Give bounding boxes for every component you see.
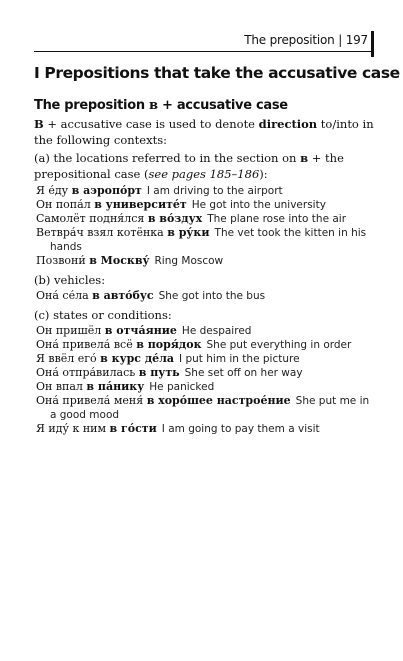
part-a-text-1: (a) the locations referred to in the section on xyxy=(34,151,301,165)
part-a-ref: see pages 185–186 xyxy=(148,167,260,181)
example-item xyxy=(36,366,374,380)
example-russian-bold: в поря́док xyxy=(136,338,202,351)
examples-a xyxy=(34,184,374,268)
section-title: I Prepositions that take the accusative case xyxy=(34,64,400,82)
example-item xyxy=(36,289,374,303)
example-english: She put everything in order xyxy=(206,339,352,351)
example-russian: Я ввёл его́ xyxy=(36,352,101,365)
example-russian-bold: в ру́ки xyxy=(167,226,210,239)
part-a-text-2: + the prepositional case ( xyxy=(34,151,344,181)
running-title: The preposition xyxy=(244,33,335,47)
example-russian-bold: в аэропо́рт xyxy=(71,184,142,197)
example-english: The plane rose into the air xyxy=(207,213,347,225)
example-item xyxy=(36,226,374,254)
example-russian: Она́ привела́ всё xyxy=(36,338,137,351)
part-a-text-3: ): xyxy=(259,167,268,181)
intro-text-2: to/into in the following contexts: xyxy=(34,117,374,147)
example-russian-bold: в курс де́ла xyxy=(100,352,175,365)
example-russian: Он впал xyxy=(36,380,87,393)
page-content xyxy=(34,64,400,440)
example-russian: Я е́ду xyxy=(36,184,72,197)
example-item xyxy=(36,422,374,436)
example-english: He despaired xyxy=(181,325,252,337)
example-russian: Она́ се́ла xyxy=(36,289,93,302)
example-russian-bold: в Москву́ xyxy=(89,254,150,267)
header-separator: | xyxy=(338,33,343,47)
example-item xyxy=(36,380,374,394)
example-russian-bold: в па́нику xyxy=(86,380,145,393)
examples-b xyxy=(34,289,374,303)
example-russian-bold: в го́сти xyxy=(109,422,157,435)
example-russian-bold: в хоро́шее настрое́ние xyxy=(146,394,291,407)
example-russian: Самолёт подня́лся xyxy=(36,212,148,225)
example-russian: Он пришёл xyxy=(36,324,105,337)
running-header xyxy=(34,31,374,52)
example-item xyxy=(36,352,374,366)
example-russian-bold: в во́здух xyxy=(147,212,203,225)
example-russian: Она́ привела́ меня́ xyxy=(36,394,147,407)
page-number: 197 xyxy=(345,33,368,47)
example-item xyxy=(36,324,374,338)
example-english: He got into the university xyxy=(191,199,326,211)
example-english: The vet took the kitten in his hands xyxy=(50,227,367,253)
subsection-prefix: The preposition xyxy=(34,98,145,113)
part-b-label: (b) vehicles: xyxy=(34,273,106,287)
subsection-title xyxy=(34,98,374,113)
example-english: I am going to pay them a visit xyxy=(161,423,320,435)
example-item xyxy=(36,184,374,198)
intro-prep: В xyxy=(34,117,44,131)
example-item xyxy=(36,212,374,226)
subsection-prep: в xyxy=(149,98,158,113)
example-english: I put him in the picture xyxy=(179,353,300,365)
example-english: Ring Moscow xyxy=(154,255,224,267)
example-english: He panicked xyxy=(149,381,215,393)
example-russian-bold: в авто́бус xyxy=(92,289,154,302)
example-item xyxy=(36,254,374,268)
subsection-suffix: + accusative case xyxy=(162,98,288,113)
running-header-text xyxy=(244,33,368,47)
example-item xyxy=(36,198,374,212)
example-english: She put me in a good mood xyxy=(50,395,370,421)
part-a-paragraph xyxy=(34,150,374,182)
header-vertical-rule xyxy=(371,31,374,57)
intro-text-1: + accusative case is used to denote xyxy=(43,117,259,131)
example-russian: Она́ отпра́вилась xyxy=(36,366,139,379)
intro-bold: direction xyxy=(258,117,318,131)
example-russian: Позвони́ xyxy=(36,254,90,267)
example-english: She set off on her way xyxy=(184,367,303,379)
example-russian-bold: в университе́т xyxy=(94,198,187,211)
example-russian: Я иду́ к ним xyxy=(36,422,110,435)
example-russian-bold: в отча́яние xyxy=(104,324,177,337)
example-russian-bold: в путь xyxy=(138,366,180,379)
example-english: She got into the bus xyxy=(158,290,266,302)
examples-c xyxy=(34,324,374,436)
example-item xyxy=(36,394,374,422)
part-a-prep: в xyxy=(300,151,309,165)
example-english: I am driving to the airport xyxy=(146,185,283,197)
example-item xyxy=(36,338,374,352)
example-russian: Ветвра́ч взял котёнка xyxy=(36,226,168,239)
part-c-label: (c) states or conditions: xyxy=(34,308,172,322)
example-russian: Он попа́л xyxy=(36,198,95,211)
intro-paragraph xyxy=(34,116,374,148)
